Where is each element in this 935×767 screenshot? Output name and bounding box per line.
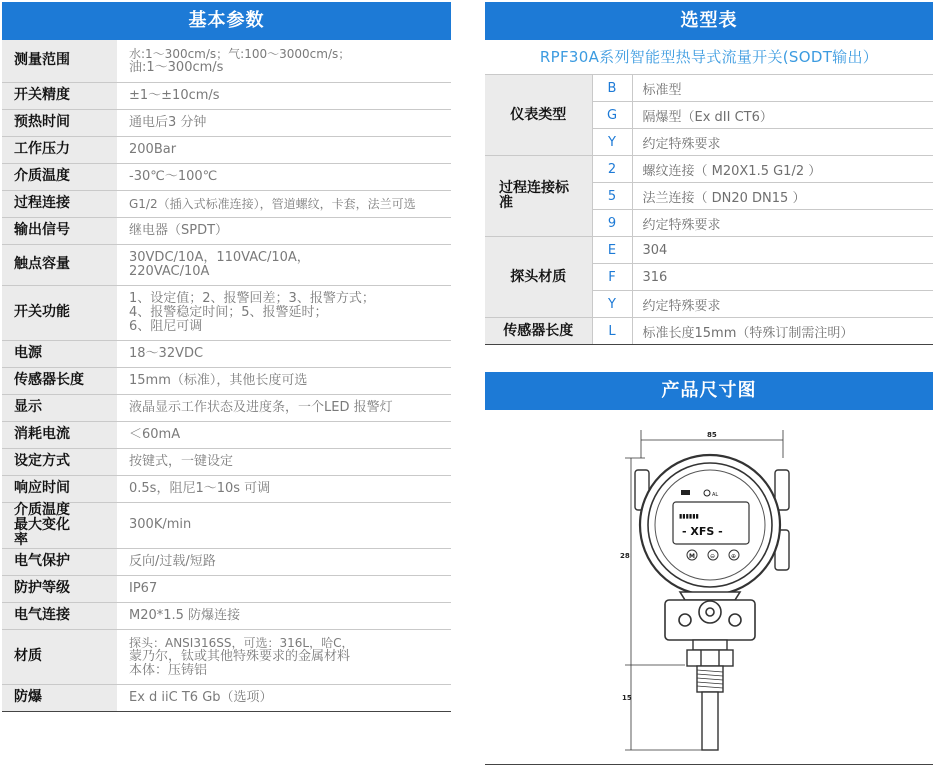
param-value-line: 水:1～300cm/s；气:100～3000cm/s；	[129, 46, 351, 61]
param-value-line: 18～32VDC	[129, 345, 204, 361]
param-name: 电源	[2, 340, 117, 367]
param-value-line: 15mm（标准），其他长度可选	[129, 372, 308, 388]
param-row	[2, 285, 451, 340]
basic-params-title: 基本参数	[2, 2, 451, 40]
param-value-line: ＜60mA	[129, 426, 181, 442]
param-value	[117, 629, 451, 684]
param-value	[117, 502, 451, 548]
param-name: 开关精度	[2, 82, 117, 109]
alarm-label: AL	[712, 492, 719, 498]
selection-desc: 304	[632, 237, 933, 264]
param-value	[117, 285, 451, 340]
param-value-line: 反向/过载/短路	[129, 553, 216, 569]
probe-dim-label: 15	[622, 694, 632, 702]
param-value-line: 液晶显示工作状态及进度条，一个LED 报警灯	[129, 399, 393, 415]
param-value-line: 300K/min	[129, 517, 192, 532]
selection-group-name: 传感器长度	[485, 318, 592, 345]
selection-code: 2	[592, 156, 632, 183]
param-name: 传感器长度	[2, 367, 117, 394]
lcd-segments: ▮▮▮▮▮▮	[679, 513, 699, 520]
selection-code: E	[592, 237, 632, 264]
minus-button-label: ⊖	[710, 553, 716, 560]
selection-code: 9	[592, 210, 632, 237]
selection-panel	[485, 2, 933, 345]
param-name: 开关功能	[2, 285, 117, 340]
selection-code: 5	[592, 183, 632, 210]
selection-code: G	[592, 102, 632, 129]
selection-table	[485, 74, 933, 345]
menu-button-label: M	[689, 553, 695, 560]
param-value-line: 蒙乃尔，钛或其他特殊要求的金属材料	[129, 648, 351, 664]
param-value	[117, 163, 451, 190]
basic-params-panel	[2, 2, 451, 712]
selection-row	[485, 156, 933, 183]
selection-desc: 法兰连接（ DN20 DN15 ）	[632, 183, 933, 210]
selection-desc: 约定特殊要求	[632, 291, 933, 318]
param-value	[117, 394, 451, 421]
dimension-drawing	[485, 410, 933, 765]
param-row	[2, 163, 451, 190]
selection-desc: 约定特殊要求	[632, 210, 933, 237]
param-value-line: 6、阻尼可调	[129, 318, 203, 334]
param-row	[2, 602, 451, 629]
selection-desc: 隔爆型（Ex dII CT6）	[632, 102, 933, 129]
param-row	[2, 548, 451, 575]
param-value-line: 探头：ANSI316SS，可选：316L，哈C，	[129, 635, 354, 650]
param-name: 触点容量	[2, 244, 117, 285]
param-row	[2, 340, 451, 367]
param-name: 输出信号	[2, 217, 117, 244]
selection-code: B	[592, 75, 632, 102]
param-value	[117, 448, 451, 475]
param-value-line: 30VDC/10A，110VAC/10A，	[129, 249, 310, 265]
param-value	[117, 190, 451, 217]
param-value	[117, 575, 451, 602]
param-name: 预热时间	[2, 109, 117, 136]
selection-group-name: 仪表类型	[485, 75, 592, 156]
param-value	[117, 136, 451, 163]
param-row	[2, 136, 451, 163]
param-row	[2, 82, 451, 109]
param-value	[117, 421, 451, 448]
param-row	[2, 190, 451, 217]
param-name: 响应时间	[2, 475, 117, 502]
param-name: 防护等级	[2, 575, 117, 602]
selection-desc: 螺纹连接（ M20X1.5 G1/2 ）	[632, 156, 933, 183]
param-name: 介质温度	[2, 163, 117, 190]
param-row	[2, 244, 451, 285]
param-row	[2, 40, 451, 82]
param-name: 设定方式	[2, 448, 117, 475]
param-value-line: Ex d iiC T6 Gb（选项）	[129, 689, 273, 705]
basic-params-table	[2, 40, 451, 712]
param-value-line: G1/2（插入式标准连接），管道螺纹，卡套，法兰可选	[129, 196, 416, 211]
param-row	[2, 109, 451, 136]
param-row	[2, 421, 451, 448]
param-name: 测量范围	[2, 40, 117, 82]
param-value	[117, 244, 451, 285]
param-name: 介质温度最大变化率	[2, 502, 117, 548]
selection-code: Y	[592, 291, 632, 318]
param-value	[117, 109, 451, 136]
selection-code: F	[592, 264, 632, 291]
param-row	[2, 629, 451, 684]
param-row	[2, 475, 451, 502]
param-value	[117, 602, 451, 629]
selection-desc: 约定特殊要求	[632, 129, 933, 156]
param-value	[117, 217, 451, 244]
selection-code: L	[592, 318, 632, 345]
width-dim-label: 85	[707, 431, 717, 439]
param-value-line: ±1～±10cm/s	[129, 87, 220, 103]
param-name: 显示	[2, 394, 117, 421]
param-name: 材质	[2, 629, 117, 684]
selection-row	[485, 237, 933, 264]
param-value-line: 0.5s，阻尼1～10s 可调	[129, 480, 271, 496]
hex-nut	[687, 650, 733, 666]
param-value-line: 200Bar	[129, 141, 177, 157]
param-value	[117, 340, 451, 367]
param-value-line: 1、设定值；2、报警回差；3、报警方式；	[129, 290, 375, 306]
param-value	[117, 367, 451, 394]
param-value-line: 按键式，一键设定	[129, 453, 234, 469]
param-value	[117, 40, 451, 82]
param-value-line: 本体：压铸铝	[129, 662, 208, 678]
param-value-line: 通电后3 分钟	[129, 114, 207, 130]
selection-desc: 标准长度15mm（特殊订制需注明）	[632, 318, 933, 345]
param-row	[2, 367, 451, 394]
param-value-line: 4、报警稳定时间；5、报警延时；	[129, 304, 328, 320]
selection-title: 选型表	[485, 2, 933, 40]
param-row	[2, 394, 451, 421]
param-value	[117, 548, 451, 575]
param-row	[2, 575, 451, 602]
selection-group-name: 过程连接标准	[485, 156, 592, 237]
selection-group-name: 探头材质	[485, 237, 592, 318]
param-value-line: 220VAC/10A	[129, 263, 210, 279]
height-dim-label: 28	[620, 552, 630, 560]
param-value-line: 油:1～300cm/s	[129, 59, 224, 75]
param-name: 过程连接	[2, 190, 117, 217]
param-value-line: IP67	[129, 580, 158, 596]
selection-desc: 标准型	[632, 75, 933, 102]
param-name: 电气保护	[2, 548, 117, 575]
probe	[702, 692, 718, 750]
param-name: 工作压力	[2, 136, 117, 163]
param-value-line: M20*1.5 防爆连接	[129, 607, 241, 623]
dimension-drawing-area	[485, 410, 933, 765]
param-name: 消耗电流	[2, 421, 117, 448]
param-value	[117, 684, 451, 711]
status-icon	[681, 490, 690, 495]
param-name: 防爆	[2, 684, 117, 711]
plus-button-label: ⊕	[731, 553, 737, 560]
param-row	[2, 448, 451, 475]
param-value-line: -30℃～100℃	[129, 168, 218, 184]
param-row	[2, 217, 451, 244]
selection-desc: 316	[632, 264, 933, 291]
param-value	[117, 82, 451, 109]
param-value-line: 继电器（SPDT）	[129, 222, 229, 238]
param-value	[117, 475, 451, 502]
dimension-title: 产品尺寸图	[485, 372, 933, 410]
param-name: 电气连接	[2, 602, 117, 629]
selection-subtitle: RPF30A系列智能型热导式流量开关(SODT输出）	[539, 48, 879, 66]
lcd-text: - XFS -	[682, 525, 723, 538]
selection-code: Y	[592, 129, 632, 156]
param-row	[2, 684, 451, 711]
param-row	[2, 502, 451, 548]
selection-row	[485, 75, 933, 102]
selection-row	[485, 318, 933, 345]
